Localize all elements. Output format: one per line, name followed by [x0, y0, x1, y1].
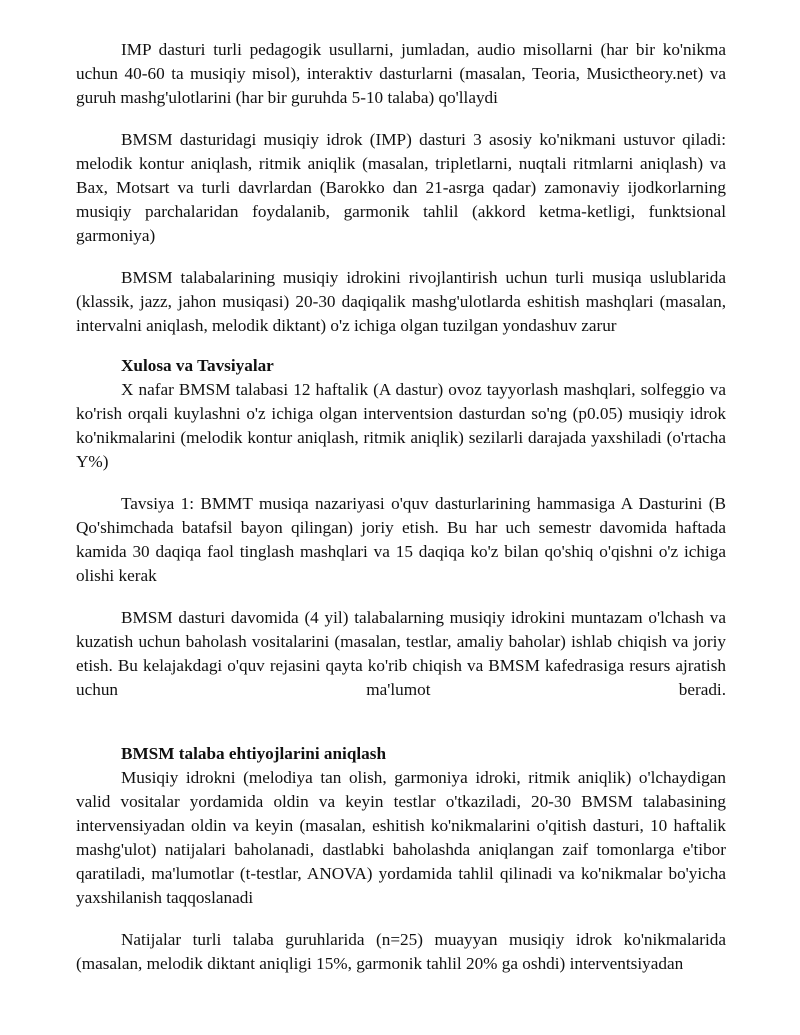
- section-heading-conclusions: Xulosa va Tavsiyalar: [121, 356, 274, 375]
- document-page: [76, 38, 726, 976]
- paragraph-imp-methods: IMP dasturi turli pedagogik usullarni, jumladan, audio misollarni (har bir ko'nikma uchun 40-60 ta musiqiy misol), interaktiv dasturlarni (masalan, Teoria, Musictheory.net) va guruh mashg'ulotlarini (har bir guruhda 5-10 talaba) qo'llaydi: [76, 40, 726, 107]
- paragraph-results: Natijalar turli talaba guruhlarida (n=25) muayyan musiqiy idrok ko'nikmalarida (masalan, melodik diktant aniqligi 15%, garmonik tahlil 20% ga oshdi) interventsiyadan: [76, 930, 726, 973]
- paragraph-testing-method: Musiqiy idrokni (melodiya tan olish, garmoniya idroki, ritmik aniqlik) o'lchaydigan valid vositalar yordamida oldin va keyin testlar o'tkaziladi, 20-30 BMSM talabasining intervensiyadan oldin va keyin (masalan, eshitish ko'nikmalarini o'qitish dasturi, 10 haftalik mashg'ulot) natijalari baholanadi, dastlabki baholashda aniqlangan zaif tomonlarga e'tibor qaratiladi, ma'lumotlar (t-testlar, ANOVA) yordamida tahlil qilinadi va ko'nikmalar bo'yicha yaxshilanish taqqoslanadi: [76, 768, 726, 907]
- paragraph-recommendation-1: Tavsiya 1: BMMT musiqa nazariyasi o'quv dasturlarining hammasiga A Dasturini (B Qo'shimchada batafsil bayon qilingan) joriy etish. Bu har uch semestr davomida haftada kamida 30 daqiqa faol tinglash mashqlari va 15 daqiqa ko'z bilan qo'shiq o'qishni o'z ichiga olishi kerak: [76, 494, 726, 585]
- paragraph-imp-skills: BMSM dasturidagi musiqiy idrok (IMP) dasturi 3 asosiy ko'nikmani ustuvor qiladi: melodik kontur aniqlash, ritmik aniqlik (masalan, tripletlarni, nuqtali ritmlarni aniqlash) va Bax, Motsart va turli davrlardan (Barokko dan 21-asrga qadar) zamonaviy ijodkorlarning musiqiy parchalaridan foydalanib, garmonik tahlil (akkord ketma-ketligi, funktsional garmoniya): [76, 130, 726, 245]
- section-heading-student-needs: BMSM talaba ehtiyojlarini aniqlash: [121, 744, 387, 763]
- paragraph-structured-approach: BMSM talabalarining musiqiy idrokini rivojlantirish uchun turli musiqa uslublarida (klassik, jazz, jahon musiqasi) 20-30 daqiqalik mashg'ulotlarda eshitish mashqlari (masalan, intervalni aniqlash, melodik diktant) o'z ichiga olgan tuzilgan yondashuv zarur: [76, 268, 726, 335]
- paragraph-conclusion-results: X nafar BMSM talabasi 12 haftalik (A dastur) ovoz tayyorlash mashqlari, solfeggio va ko'rish orqali kuylashni o'z ichiga olgan interventsion dasturdan so'ng (p0.05) musiqiy idrok ko'nikmalarini (melodik kontur aniqlash, ritmik aniqlik) sezilarli darajada yaxshiladi (o'rtacha Y%): [76, 380, 726, 471]
- paragraph-assessment-tools: BMSM dasturi davomida (4 yil) talabalarning musiqiy idrokini muntazam o'lchash va kuzatish uchun baholash vositalarini (masalan, testlar, amaliy baholar) ishlab chiqish va joriy etish. Bu kelajakdagi o'quv rejasini qayta ko'rib chiqish va BMSM kafedrasiga resurs ajratish uchun ma'lumot beradi.: [76, 608, 726, 699]
